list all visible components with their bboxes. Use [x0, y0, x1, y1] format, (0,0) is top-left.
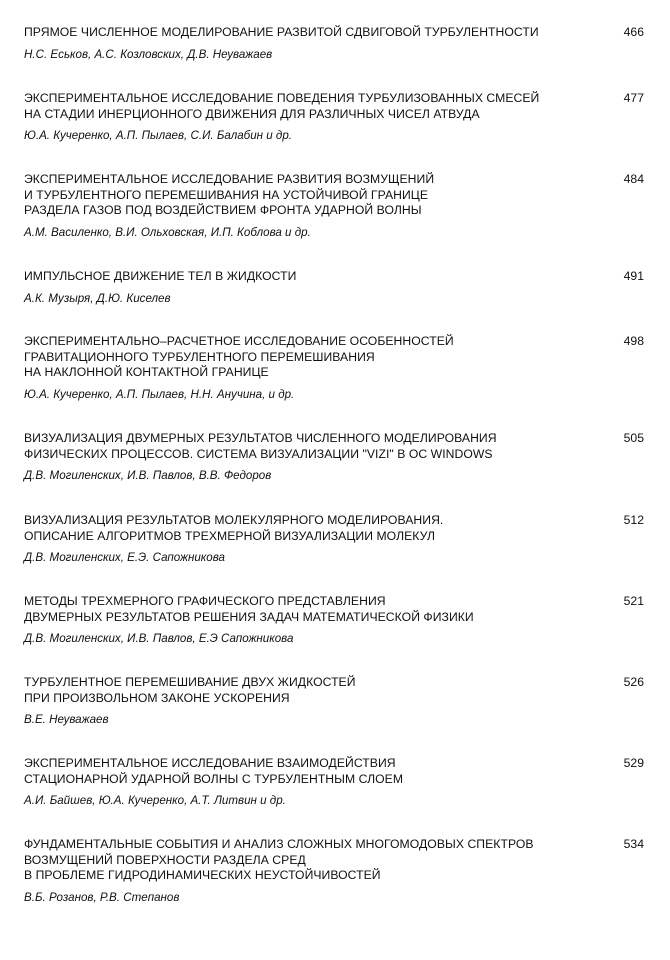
entry-page-number: 466 — [623, 25, 644, 39]
entry-title-line: ОПИСАНИЕ АЛГОРИТМОВ ТРЕХМЕРНОЙ ВИЗУАЛИЗАЦИИ МОЛЕКУЛ — [24, 528, 436, 543]
toc-entry — [24, 172, 644, 240]
entry-title-line: ИМПУЛЬСНОЕ ДВИЖЕНИЕ ТЕЛ В ЖИДКОСТИ — [24, 269, 297, 283]
entry-title — [24, 25, 584, 41]
entry-title-line: ПРЯМОЕ ЧИСЛЕННОЕ МОДЕЛИРОВАНИЕ РАЗВИТОЙ СДВИГОВОЙ ТУРБУЛЕНТНОСТИ — [24, 25, 539, 39]
entry-authors: А.М. Василенко, В.И. Ольховская, И.П. Коблова и др. — [24, 225, 311, 239]
entry-title-line: ДВУМЕРНЫХ РЕЗУЛЬТАТОВ РЕШЕНИЯ ЗАДАЧ МАТЕМАТИЧЕСКОЙ ФИЗИКИ — [24, 609, 474, 624]
entry-title — [24, 837, 584, 884]
entry-authors: Д.В. Могиленских, И.В. Павлов, В.В. Федоров — [24, 469, 272, 482]
entry-page-number: 529 — [623, 756, 644, 770]
toc-entry — [24, 594, 644, 646]
toc-entry — [24, 431, 644, 483]
entry-title — [24, 269, 584, 285]
entry-page-number: 477 — [623, 91, 644, 105]
entry-title-line: МЕТОДЫ ТРЕХМЕРНОГО ГРАФИЧЕСКОГО ПРЕДСТАВЛЕНИЯ — [24, 594, 386, 608]
entry-authors: А.К. Музыря, Д.Ю. Киселев — [24, 291, 171, 305]
entry-title-line: ФИЗИЧЕСКИХ ПРОЦЕССОВ. СИСТЕМА ВИЗУАЛИЗАЦИИ "VIZI" В ОС WINDOWS — [24, 446, 493, 461]
entry-title-line: В ПРОБЛЕМЕ ГИДРОДИНАМИЧЕСКИХ НЕУСТОЙЧИВОСТЕЙ — [24, 868, 381, 882]
entry-title-line: И ТУРБУЛЕНТНОГО ПЕРЕМЕШИВАНИЯ НА УСТОЙЧИВОЙ ГРАНИЦЕ — [24, 187, 429, 202]
entry-page-number: 512 — [623, 513, 644, 527]
entry-title-line: ЭКСПЕРИМЕНТАЛЬНОЕ ИССЛЕДОВАНИЕ ВЗАИМОДЕЙСТВИЯ — [24, 756, 396, 770]
toc-entry — [24, 756, 644, 808]
entry-page-number: 484 — [623, 172, 644, 186]
toc-entry — [24, 334, 644, 402]
toc-entry — [24, 675, 644, 727]
entry-page-number: 491 — [623, 269, 644, 283]
entry-title — [24, 172, 584, 219]
entry-page-number: 526 — [623, 675, 644, 689]
entry-title — [24, 91, 584, 122]
entry-title-line: ГРАВИТАЦИОННОГО ТУРБУЛЕНТНОГО ПЕРЕМЕШИВАНИЯ — [24, 349, 375, 364]
entry-authors: Д.В. Могиленских, Е.Э. Сапожникова — [24, 551, 225, 564]
entry-authors: А.И. Байшев, Ю.А. Кучеренко, А.Т. Литвин и др. — [24, 794, 286, 807]
entry-authors: Д.В. Могиленских, И.В. Павлов, Е.Э Сапожникова — [24, 632, 294, 645]
entry-title-line: ТУРБУЛЕНТНОЕ ПЕРЕМЕШИВАНИЕ ДВУХ ЖИДКОСТЕЙ — [24, 675, 356, 689]
entry-title-line: ЭКСПЕРИМЕНТАЛЬНО–РАСЧЕТНОЕ ИССЛЕДОВАНИЕ ОСОБЕННОСТЕЙ — [24, 334, 454, 348]
entry-authors: Н.С. Еськов, А.С. Козловских, Д.В. Неуважаев — [24, 47, 273, 61]
entry-title-line: ВИЗУАЛИЗАЦИЯ РЕЗУЛЬТАТОВ МОЛЕКУЛЯРНОГО МОДЕЛИРОВАНИЯ. — [24, 513, 444, 527]
entry-title-line: НА СТАДИИ ИНЕРЦИОННОГО ДВИЖЕНИЯ ДЛЯ РАЗЛИЧНЫХ ЧИСЕЛ АТВУДА — [24, 106, 480, 121]
entry-authors: Ю.А. Кучеренко, А.П. Пылаев, С.И. Балабин и др. — [24, 129, 292, 142]
entry-authors: Ю.А. Кучеренко, А.П. Пылаев, Н.Н. Анучина, и др. — [24, 387, 295, 401]
entry-title-line: ПРИ ПРОИЗВОЛЬНОМ ЗАКОНЕ УСКОРЕНИЯ — [24, 690, 290, 705]
toc-entry — [24, 91, 644, 143]
toc-entry — [24, 25, 644, 62]
entry-title-line: ФУНДАМЕНТАЛЬНЫЕ СОБЫТИЯ И АНАЛИЗ СЛОЖНЫХ МНОГОМОДОВЫХ СПЕКТРОВ — [24, 837, 534, 851]
toc-entry — [24, 513, 644, 565]
toc-entry — [24, 837, 644, 905]
entry-title-line: ЭКСПЕРИМЕНТАЛЬНОЕ ИССЛЕДОВАНИЕ ПОВЕДЕНИЯ ТУРБУЛИЗОВАННЫХ СМЕСЕЙ — [24, 91, 540, 105]
entry-title-line: РАЗДЕЛА ГАЗОВ ПОД ВОЗДЕЙСТВИЕМ ФРОНТА УДАРНОЙ ВОЛНЫ — [24, 203, 422, 217]
entry-page-number: 498 — [623, 334, 644, 348]
entry-title — [24, 756, 584, 787]
entry-title-line: НА НАКЛОННОЙ КОНТАКТНОЙ ГРАНИЦЕ — [24, 365, 269, 379]
entry-title-line: ВИЗУАЛИЗАЦИЯ ДВУМЕРНЫХ РЕЗУЛЬТАТОВ ЧИСЛЕННОГО МОДЕЛИРОВАНИЯ — [24, 431, 497, 445]
toc-entry — [24, 269, 644, 306]
entry-authors: В.Б. Розанов, Р.В. Степанов — [24, 890, 180, 904]
entry-title-line: ЭКСПЕРИМЕНТАЛЬНОЕ ИССЛЕДОВАНИЕ РАЗВИТИЯ ВОЗМУЩЕНИЙ — [24, 172, 435, 186]
entry-authors: В.Е. Неуважаев — [24, 713, 109, 726]
entry-title — [24, 431, 584, 462]
entry-title-line: ВОЗМУЩЕНИЙ ПОВЕРХНОСТИ РАЗДЕЛА СРЕД — [24, 852, 306, 867]
entry-title — [24, 334, 584, 381]
entry-page-number: 521 — [623, 594, 644, 608]
entry-title-line: СТАЦИОНАРНОЙ УДАРНОЙ ВОЛНЫ С ТУРБУЛЕНТНЫМ СЛОЕМ — [24, 771, 404, 786]
entry-title — [24, 513, 584, 544]
entry-title — [24, 594, 584, 625]
entry-title — [24, 675, 584, 706]
entry-page-number: 505 — [623, 431, 644, 445]
entry-page-number: 534 — [623, 837, 644, 851]
